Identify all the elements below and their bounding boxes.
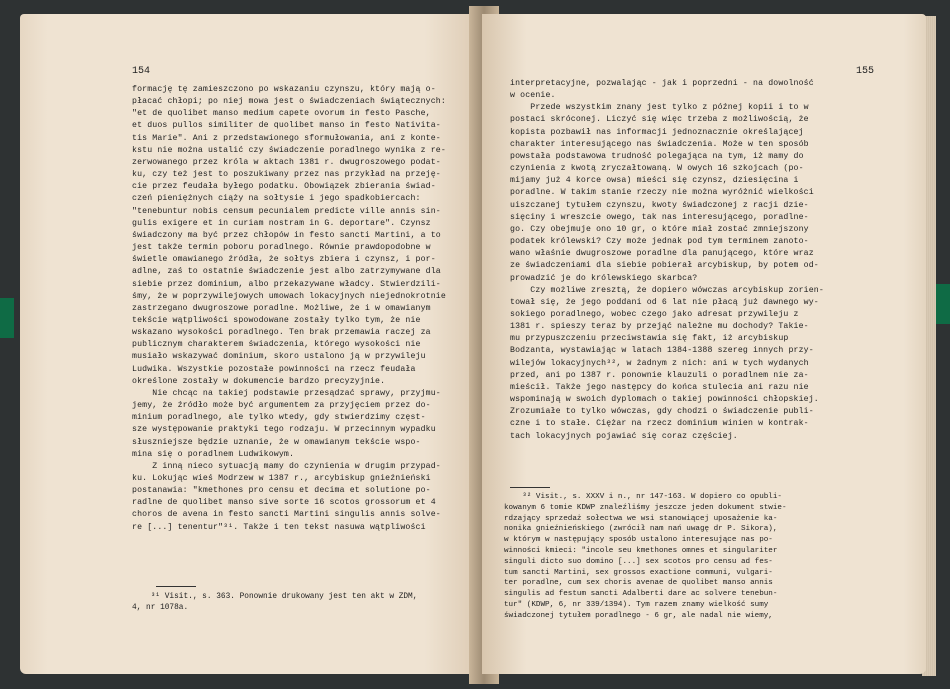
right-footnote: ³² Visit., s. XXXV i n., nr 147-163. W dopiero co opubli- kowanym 6 tomie KDWP znaleźliśmy jeszcze jeden dokument stwie- rdzający sprzedaż sołectwa we wsi stanowiącej uposażenie ka- nonika gnieźnieńskiego (zwrócił nam nań uwagę dr P. Sikora), w którym w następujący sposób ustalono interesujące nas po- winności kmieci: "incole seu kmethones omnes et singulariter singuli dicto suo domino [...] sex scotos pro censu ad fes- tum sancti Martini, sex grossos exactione communi, vulgari- ter poradlne, cum sex choris avenae de quolibet manso annis singulis ad festum sancti Adalberti dare ac solvere tenebun- tur" (KDWP, 6, nr 339/1394). Tym razem znamy wielkość sumy świadczonej tytułem poradlnego - 6 gr, ale nadal nie wiemy, <box>504 493 787 620</box>
left-footnote-rule <box>156 586 196 587</box>
left-page <box>20 14 480 674</box>
open-book <box>14 6 936 684</box>
left-page-body: formację tę zamieszczono po wskazaniu czynszu, który mają o- płacać chłopi; po niej mowa jest o świadczeniach świątecznych: "et de quolibet manso medium capete ovorum in festo Pasche, et duos pullos similiter de quolibet manso in festo Nativita- tis Marie". Ani z przedstawionego sformułowania, ani z konte- kstu nie można ustalić czy świadczenie poradlnego wynika z re- zerwowanego przez króla w aktach 1381 r. dwugroszowego podat- ku, czy też jest to poszukiwany przez nas przykład na przeję- cie przez feudała byłego podatku. Obowiązek zbierania świad- czeń pieniężnych ciąży na sołtysie i jego spadkobiercach: "tenebuntur nobis censum pecunialem predicte ville annis sin- gulis exigere et in curiam nostram in G. deportare". Czynsz świadczony ma być przez chłopów in festo sancti Martini, a to jest także termin poboru poradlnego. Równie prawdopodobne w świetle omawianego źródła, że sołtys zbiera i czynsz, i por- adlne, zaś to ostatnie świadczenie jest albo zatrzymywane dla siebie przez dominium, albo przekazywane władcy. Stwierdzili- śmy, że w poprzywilejowych umowach lokacyjnych niejednokrotnie zastrzegano dwugroszowe poradlne. Możliwe, że i w omawianym tekście wątpliwości spowodowane zostały tylko tym, że nie wskazano wysokości poradlnego. Ten brak przemawia raczej za publicznym charakterem świadczenia, którego wysokości nie musiało wskazywać dominium, skoro ustalono ją w przywileju Ludwika. Wszystkie pozostałe powinności na rzecz feudała określone zostały w dokumencie bardzo precyzyjnie. Nie chcąc na takiej podstawie przesądzać sprawy, przyjmu- jemy, że źródło może być argumentem za przyjęciem przez do- minium poradlnego, ale tylko wtedy, gdy stwierdzimy częst- sze występowanie praktyki tego rodzaju. W przecinnym wypadku słuszniejsze będzie uznanie, że w omawianym tekście wspo- mina się o poradlnem Ludwikowym. Z inną nieco sytuacją mamy do czynienia w drugim przypad- ku. Lokując wieś Modrzew w 1387 r., arcybiskup gnieźnieński postanawia: "kmethones pro censu et decima et solutione po- radlne de quolibet manso sive sorte 16 scotos grossorum et 4 choros de avena in festo sancti Martini singulis annis solve- re [...] tenentur"³¹. Także i ten tekst nasuwa wątpliwości <box>132 85 446 532</box>
bookmark-tab-right <box>936 284 950 324</box>
right-footnote-rule <box>510 487 550 488</box>
bookmark-tab-left <box>0 298 14 338</box>
right-page <box>482 14 926 674</box>
right-page-body: interpretacyjne, pozwalając - jak i poprzedni - na dowolność w ocenie. Przede wszystkim znany jest tylko z późnej kopii i to w postaci skróconej. Liczyć się więc trzeba z możliwością, że kopista pozbawił nas informacji jednoznacznie określającej charakter interesującego nas świadczenia. Może w ten sposób powstała podstawowa trudność polegająca na tym, iż mamy do czynienia z kwotą zryczałtowaną. W owych 16 szkojcach (po- mijamy już 4 korce owsa) mieści się czynsz, dziesięcina i poradlne. W takim stanie rzeczy nie można wyróżnić wielkości uiszczanej tytułem czynszu, kwoty świadczonej z racji dzie- sięciny i wreszcie owego, tak nas interesującego, poradlne- go. Czy obejmuje ono 10 gr, o które miał zostać zmniejszony podatek królewski? Czy może jednak pod tym terminem zanoto- wano właśnie dwugroszowe poradlne dla panującego, które wraz ze świadczeniami dla siebie pobierał arcybiskup, by potem od- prowadzić je do królewskiego skarbca? Czy możliwe zresztą, że dopiero wówczas arcybiskup zorien- tował się, że jego poddani od 6 lat nie płacą już dawnego wy- sokiego poradlnego, wobec czego jako adresat przywileju z 1381 r. spieszy teraz by przejąć należne mu dochody? Takie- mu przypuszczeniu przeciwstawia się fakt, iż arcybiskup Bodzanta, wystawiając w latach 1384-1388 szereg innych przy- wilejów lokacyjnych³², w żadnym z nich: ani w tych wydanych przed, ani po 1387 r. ponownie klauzuli o poradlnem nie za- mieścił. Także jego następcy do końca stulecia ani razu nie wspominają w swoich dyplomach o takiej powinności chłopskiej. Zrozumiałe to tylko wówczas, gdy chodzi o świadczenie publi- czne i to stałe. Ciężar na rzecz dominium winien w kontrak- tach lokacyjnych pojawiać się coraz częściej. <box>510 79 824 441</box>
left-footnote: ³¹ Visit., s. 363. Ponownie drukowany jest ten akt w ZDM, 4, nr 1078a. <box>132 593 418 612</box>
left-page-number: 154 <box>132 66 151 77</box>
right-page-number: 155 <box>855 66 874 77</box>
